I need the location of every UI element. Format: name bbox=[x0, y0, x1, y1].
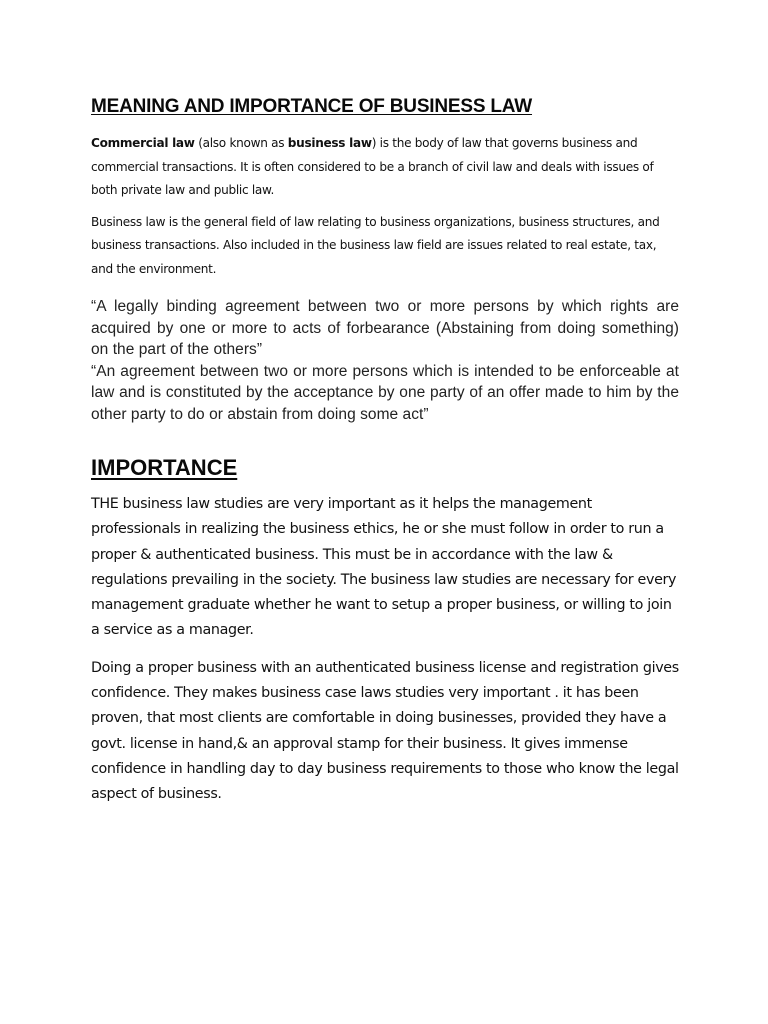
intro-text-1: (also known as bbox=[194, 136, 288, 150]
quote-definition-1: “A legally binding agreement between two or more persons by which rights are acquired by one or more to acts of forbearance (Abstaining from doing something) on the part of the others” bbox=[91, 298, 679, 358]
section-heading-importance: IMPORTANCE bbox=[91, 455, 238, 480]
quote-definition-2: “An agreement between two or more persons which is intended to be enforceable at law and is constituted by the acceptance by one party of an offer made to him by the other party to do or abstain from doing some act” bbox=[91, 362, 679, 423]
term-commercial-law: Commercial law bbox=[91, 136, 195, 150]
intro-text-2: ) is the body of law that governs business and commercial transactions. It is often considered to be a branch of civil law and deals with issues of both private law and public law. bbox=[91, 136, 654, 197]
importance-paragraph-1: THE business law studies are very important as it helps the management professionals in realizing the business ethics, he or she must follow in order to run a proper & authenticated business. This must be in accordance with the law & regulations prevailing in the society. The business law studies are necessary for every management graduate whether he want to setup a proper business, or willing to join a service as a manager. bbox=[91, 496, 677, 639]
business-law-paragraph: Business law is the general field of law relating to business organizations, business structures, and business transactions. Also included in the business law field are issues related to real estate, tax, and the environment. bbox=[91, 214, 660, 276]
intro-paragraph bbox=[91, 132, 679, 203]
document-title: MEANING AND IMPORTANCE OF BUSINESS LAW bbox=[91, 96, 533, 117]
importance-paragraph-2: Doing a proper business with an authenticated business license and registration gives confidence. They makes business case laws studies very important . it has been proven, that most clients are comfortable in doing businesses, provided they have a govt. license in hand,& an approval stamp for their business. It gives immense confidence in handling day to day business requirements to those who know the legal aspect of business. bbox=[91, 659, 679, 803]
definition-quotes bbox=[91, 296, 679, 425]
term-business-law: business law bbox=[287, 136, 372, 150]
document-body bbox=[91, 94, 679, 820]
